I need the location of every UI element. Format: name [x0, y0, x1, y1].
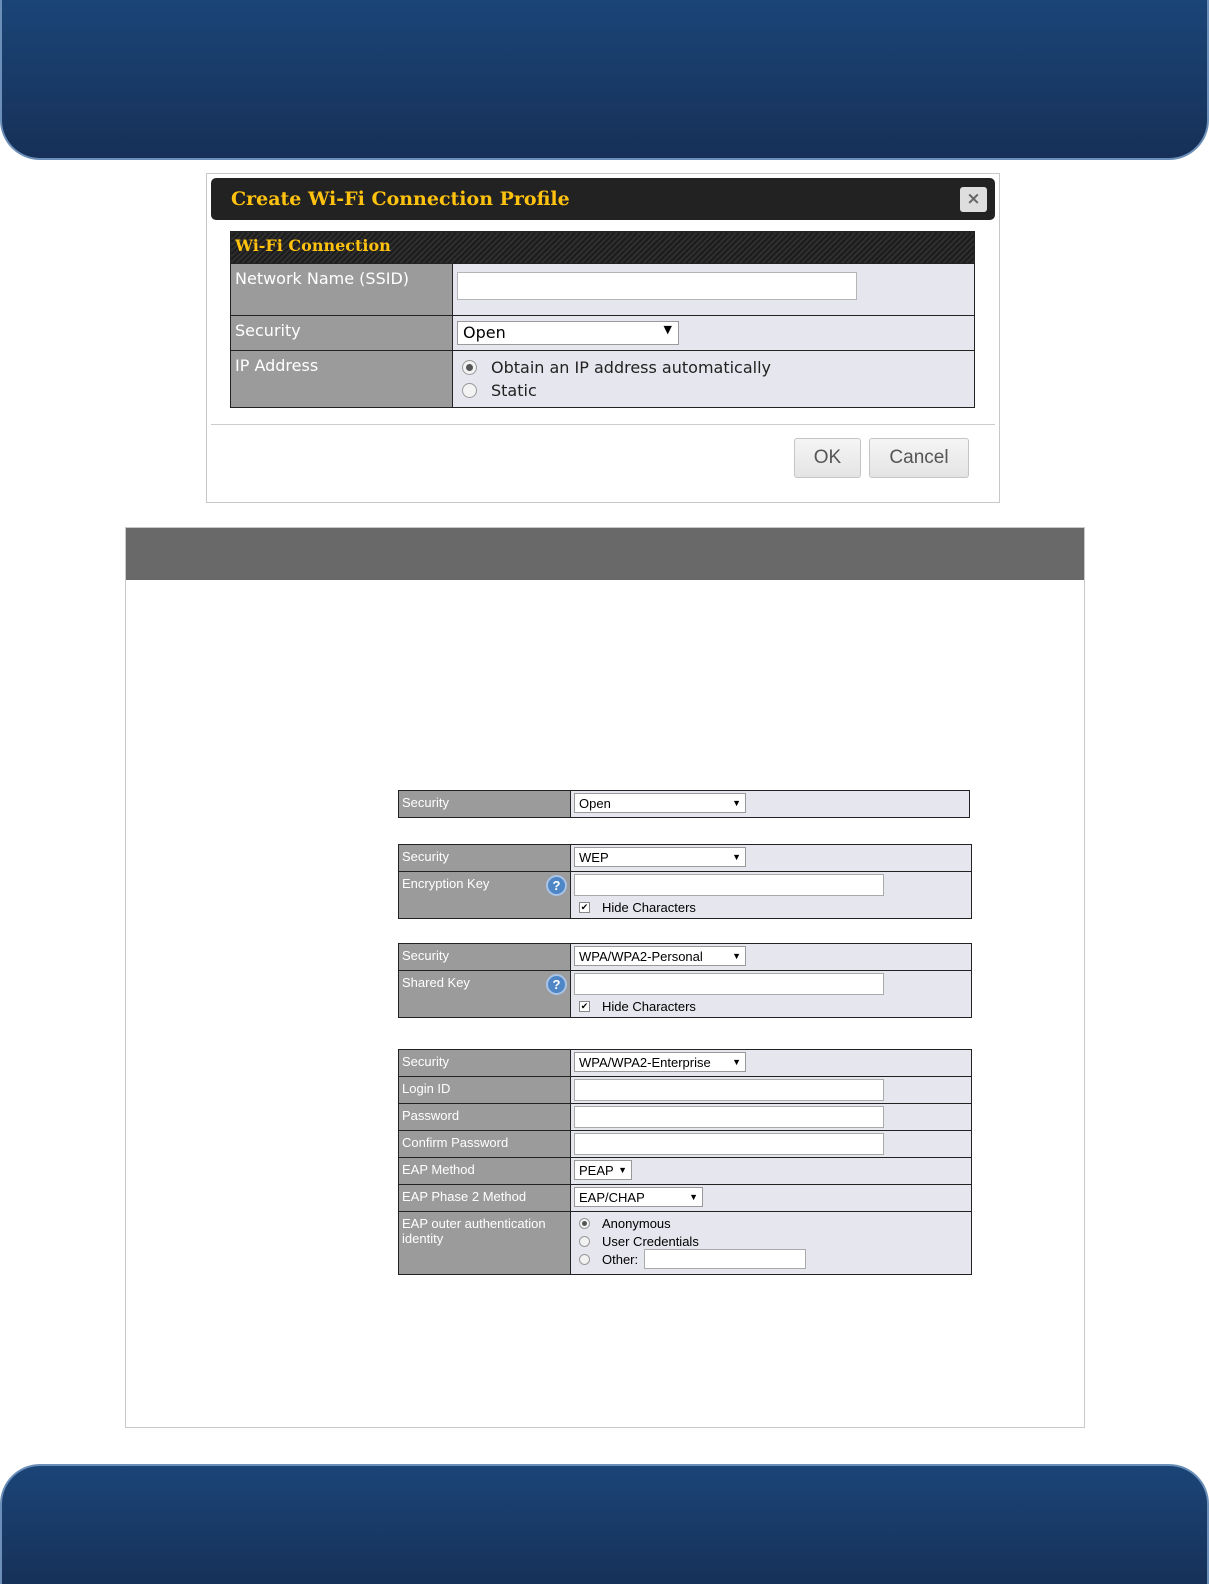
security-value: WPA/WPA2-Enterprise: [579, 1055, 711, 1070]
radio-icon[interactable]: [462, 383, 477, 398]
encryption-key-input[interactable]: [574, 874, 884, 896]
radio-icon[interactable]: [579, 1254, 590, 1265]
security-label: Security: [231, 316, 453, 351]
security-value: WPA/WPA2-Personal: [579, 949, 703, 964]
outer-anonymous-label: Anonymous: [602, 1215, 671, 1231]
eap-method-select[interactable]: [574, 1160, 632, 1180]
eap-method-label: EAP Method: [399, 1158, 571, 1185]
footer-banner: [0, 1464, 1209, 1584]
hide-characters-label: Hide Characters: [602, 899, 696, 915]
checkbox-icon[interactable]: ✔: [580, 901, 589, 912]
login-id-input[interactable]: [574, 1079, 884, 1101]
radio-icon[interactable]: [579, 1218, 590, 1229]
ip-address-label: IP Address: [231, 351, 453, 408]
checkbox-icon[interactable]: ✔: [580, 1000, 589, 1011]
shared-key-input[interactable]: [574, 973, 884, 995]
dialog-header: [211, 178, 995, 220]
chevron-down-icon: ▼: [618, 1165, 627, 1175]
login-id-label: Login ID: [399, 1077, 571, 1104]
security-select[interactable]: [574, 847, 746, 867]
eap-outer-identity-label: EAP outer authentication identity: [399, 1212, 571, 1275]
wpa-enterprise-table: [398, 1049, 972, 1275]
ok-button[interactable]: OK: [794, 438, 861, 478]
security-value: WEP: [579, 850, 609, 865]
wep-security-table: [398, 844, 972, 919]
chevron-down-icon: ▼: [732, 951, 741, 961]
cancel-button[interactable]: Cancel: [869, 438, 969, 478]
security-select[interactable]: [574, 946, 746, 966]
dialog-divider: [211, 424, 995, 425]
hide-characters-option[interactable]: [574, 997, 968, 1015]
eap-method-value: PEAP: [579, 1163, 614, 1178]
security-label: Security: [399, 791, 571, 818]
hide-characters-label: Hide Characters: [602, 998, 696, 1014]
encryption-key-label: Encryption Key: [402, 876, 490, 891]
eap-phase2-value: EAP/CHAP: [579, 1190, 645, 1205]
chevron-down-icon: ▼: [732, 852, 741, 862]
ip-static-option[interactable]: [457, 379, 970, 402]
security-value: Open: [463, 323, 506, 342]
ip-auto-label: Obtain an IP address automatically: [491, 358, 772, 377]
ip-auto-option[interactable]: [457, 356, 970, 379]
help-icon[interactable]: ?: [546, 974, 567, 995]
ssid-label: Network Name (SSID): [231, 264, 453, 316]
help-icon[interactable]: ?: [546, 875, 567, 896]
close-icon[interactable]: ×: [960, 187, 987, 212]
outer-other-label: Other:: [602, 1251, 639, 1267]
chevron-down-icon: ▼: [689, 1192, 698, 1202]
eap-phase2-label: EAP Phase 2 Method: [399, 1185, 571, 1212]
shared-key-label: Shared Key: [402, 975, 470, 990]
confirm-password-input[interactable]: [574, 1133, 884, 1155]
wpa-personal-table: [398, 943, 972, 1018]
password-label: Password: [399, 1104, 571, 1131]
outer-other-input[interactable]: [644, 1249, 806, 1269]
chevron-down-icon: ▼: [663, 323, 672, 336]
open-security-table: [398, 790, 970, 818]
hide-characters-option[interactable]: [574, 898, 968, 916]
header-banner: [0, 0, 1209, 160]
wifi-connection-table: [230, 231, 975, 408]
ip-static-label: Static: [491, 381, 537, 400]
ssid-input[interactable]: [457, 272, 857, 300]
outer-user-label: User Credentials: [602, 1233, 699, 1249]
security-label: Security: [399, 1050, 571, 1077]
radio-icon[interactable]: [462, 360, 477, 375]
password-input[interactable]: [574, 1106, 884, 1128]
security-select[interactable]: [574, 793, 746, 813]
chevron-down-icon: ▼: [732, 798, 741, 808]
create-wifi-profile-dialog: [206, 173, 1000, 503]
section-title: Wi-Fi Connection: [231, 232, 975, 264]
outer-anonymous-option[interactable]: [574, 1214, 968, 1232]
outer-user-option[interactable]: [574, 1232, 968, 1250]
radio-icon[interactable]: [579, 1236, 590, 1247]
chevron-down-icon: ▼: [732, 1057, 741, 1067]
outer-other-option[interactable]: [574, 1250, 968, 1268]
security-options-panel: [125, 527, 1085, 1428]
security-label: Security: [399, 944, 571, 971]
confirm-password-label: Confirm Password: [399, 1131, 571, 1158]
dialog-title: Create Wi-Fi Connection Profile: [231, 188, 570, 210]
security-select[interactable]: [574, 1052, 746, 1072]
security-value: Open: [579, 796, 611, 811]
security-label: Security: [399, 845, 571, 872]
eap-phase2-select[interactable]: [574, 1187, 703, 1207]
security-select[interactable]: [457, 321, 679, 345]
panel-header: [126, 528, 1084, 580]
